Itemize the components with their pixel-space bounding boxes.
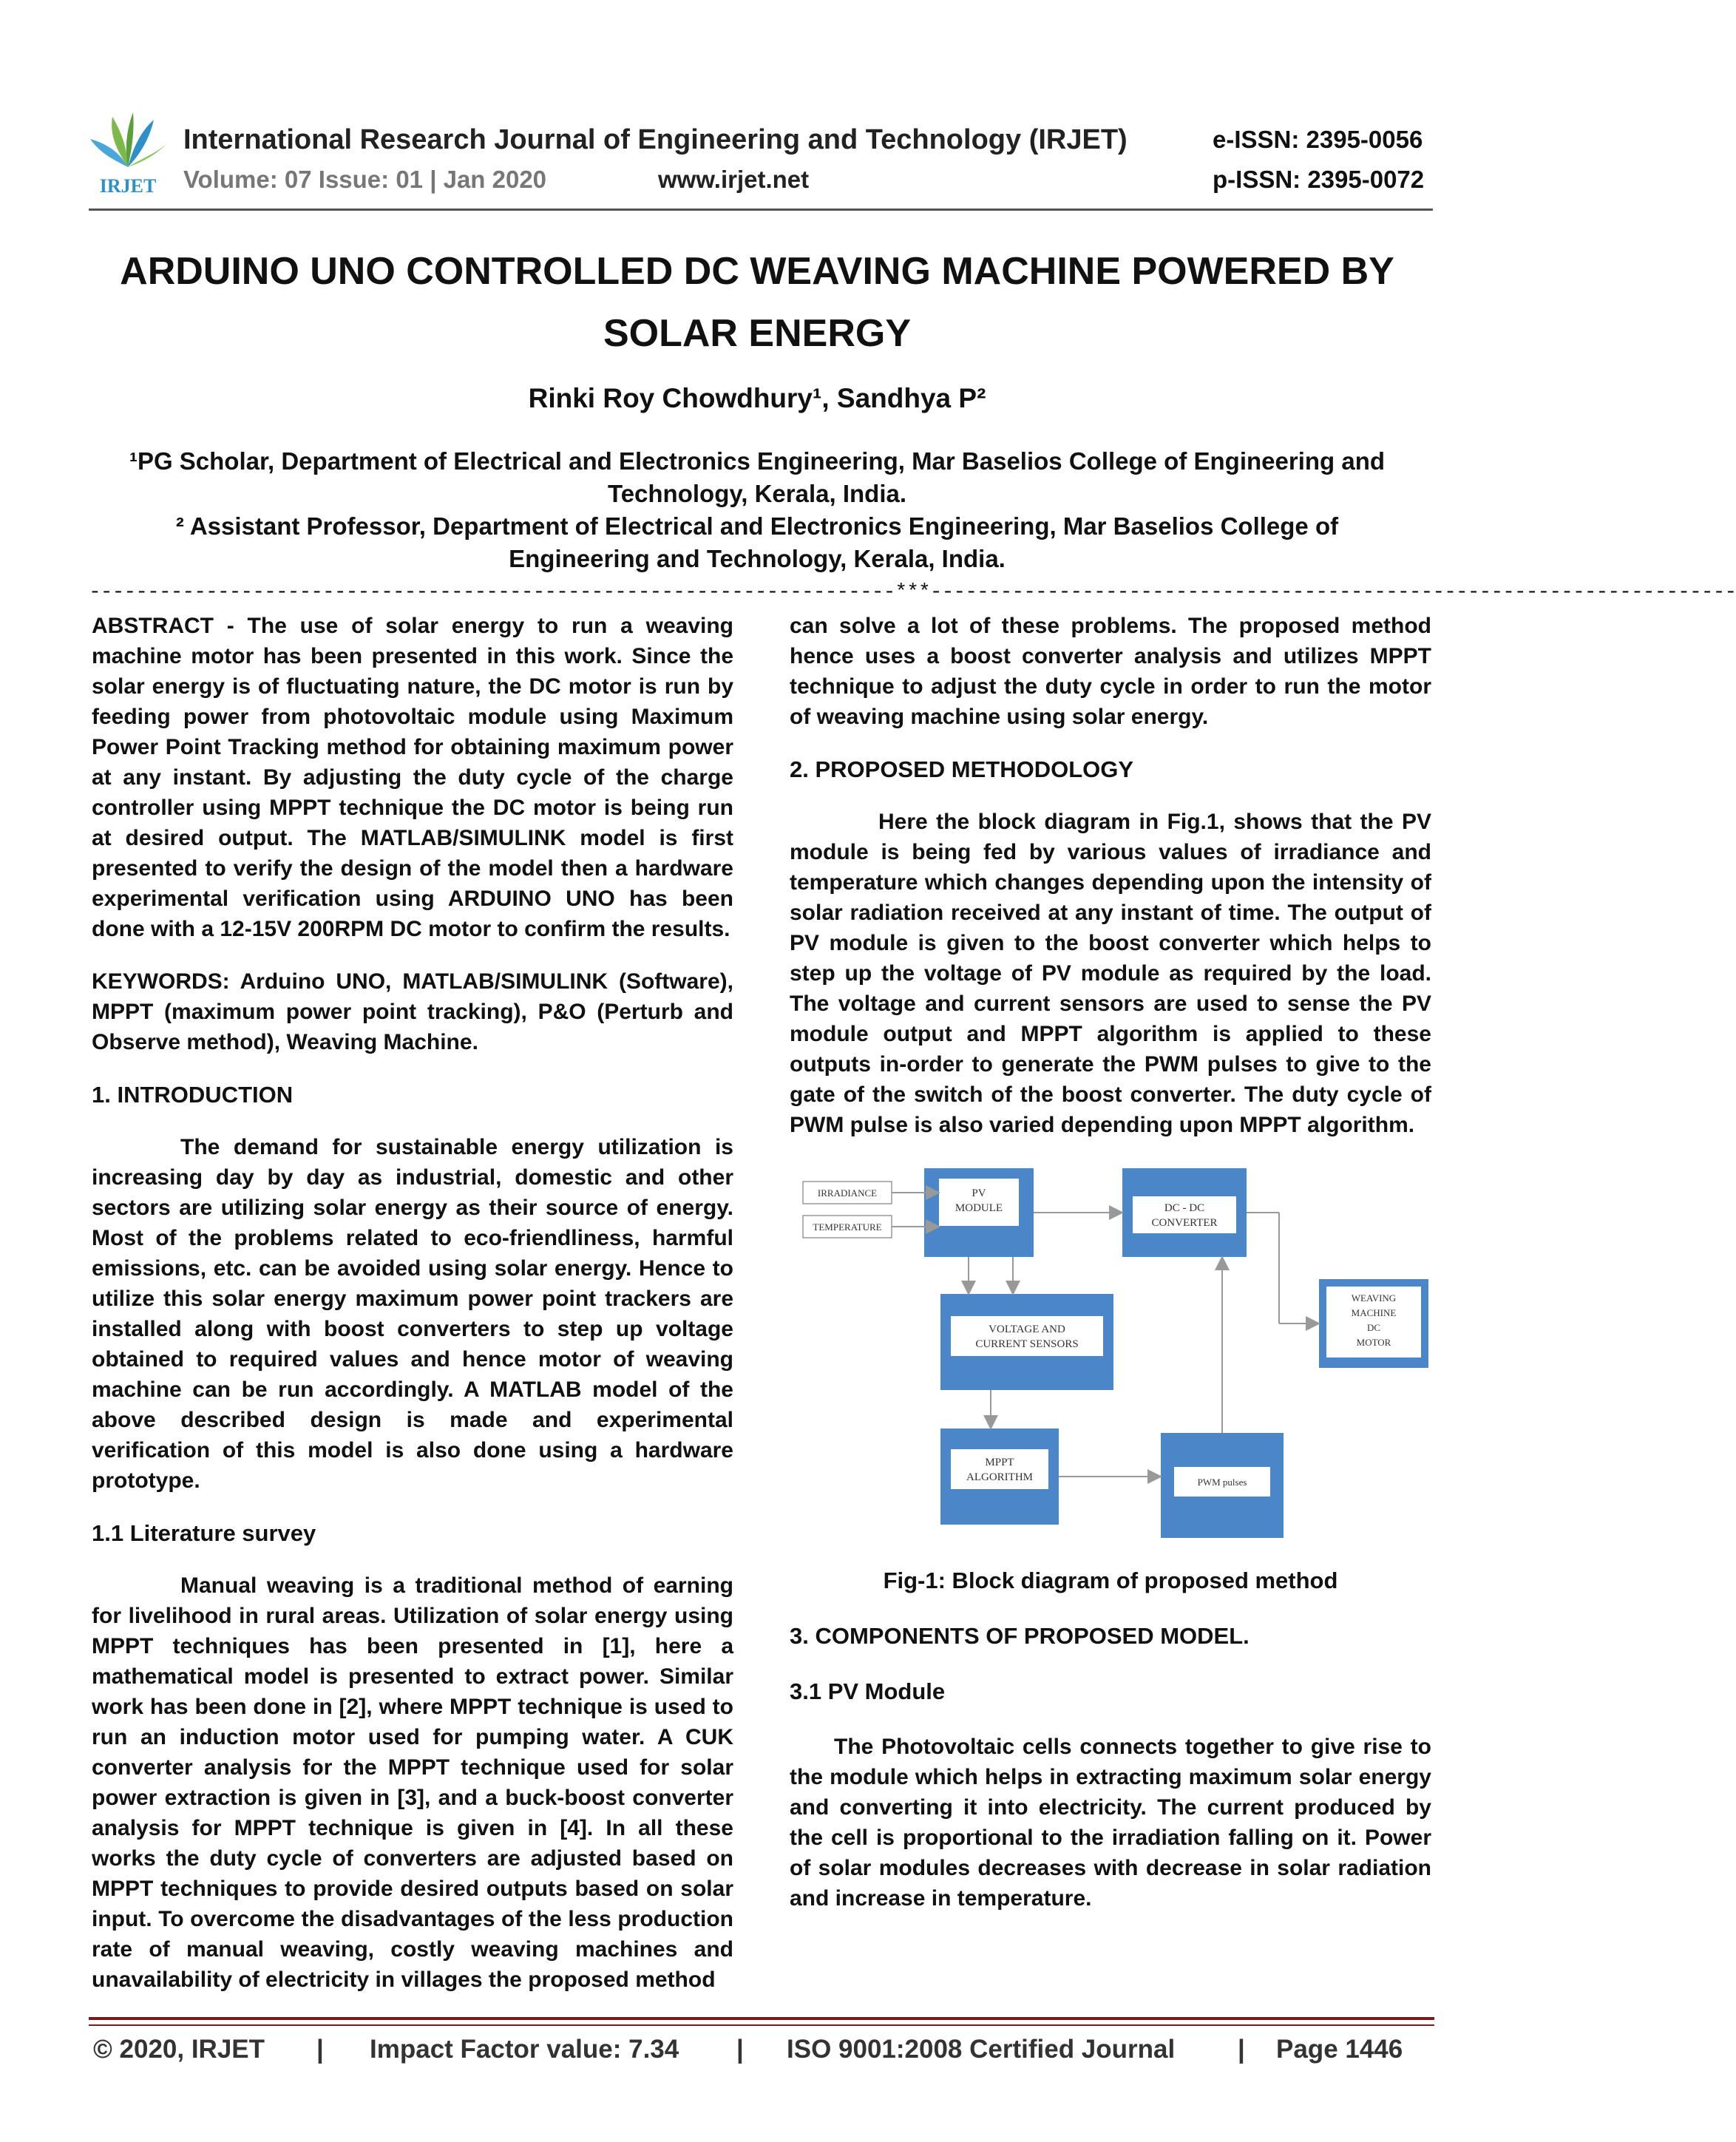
footer-divider-thin (89, 2024, 1434, 2026)
abstract-label: ABSTRACT - (92, 614, 234, 638)
right-column (790, 611, 1431, 1140)
leaf-logo-icon (90, 112, 167, 167)
methodology-text: Here the block diagram in Fig.1, shows that the PV module is being fed by various values of irradiance and temperature which changes depending upon the intensity of solar radiation received at any instant of time. The output of PV module is given to the boost converter which helps to step up the voltage of PV module as required by the load. The voltage and current sensors are used to sense the PV module output and MPPT algorithm is applied to these outputs in-order to generate the PWM pulses to give to the gate of the switch of the boost converter. The duty cycle of PWM pulse is also varied depending upon MPPT algorithm. (790, 810, 1431, 1137)
keywords-text: Arduino UNO, MATLAB/SIMULINK (Software), MPPT (maximum power point tracking), P&O (Perturb and Observe method), Weaving Machine. (92, 969, 733, 1054)
pv-module-label-1: PV (972, 1187, 986, 1199)
footer-page-number: Page 1446 (1276, 2035, 1403, 2064)
sensors-label-1: VOLTAGE AND (989, 1324, 1065, 1335)
pv-module-text: The Photovoltaic cells connects together to give rise to the module which helps in extracting maximum solar energy and converting it into electricity. The current produced by the cell is proportional to the irradiation falling on it. Power of solar modules decreases with decrease in solar radiation and increase in temperature. (790, 1735, 1431, 1911)
motor-label-1: WEAVING (1351, 1292, 1397, 1304)
paper-title-line2: SOLAR ENERGY (603, 312, 912, 355)
keywords-label: KEYWORDS: (92, 969, 230, 994)
motor-label-4: MOTOR (1356, 1337, 1391, 1348)
pv-module-label-2: MODULE (955, 1202, 1003, 1214)
intro-text: The demand for sustainable energy utilization is increasing day by day as industrial, domestic and other sectors are utilizing solar energy as their source of energy. Most of the problems related to eco-friendliness, harmful emissions, etc. can be avoided using solar energy. Hence to utilize this solar energy maximum power point trackers are installed along with boost converters to step up voltage obtained to required values and hence motor of weaving machine can be run accordingly. A MATLAB model of the above described design is made and experimental verification of this model is also done using a hardware prototype. (92, 1135, 733, 1493)
intro-heading: 1. INTRODUCTION (92, 1082, 294, 1108)
e-issn: e-ISSN: 2395-0056 (1213, 126, 1423, 153)
footer-separator-2: | (736, 2035, 744, 2064)
keywords (92, 966, 733, 1057)
components-heading: 3. COMPONENTS OF PROPOSED MODEL. (790, 1623, 1250, 1649)
irjet-logo (87, 109, 169, 197)
methodology-heading: 2. PROPOSED METHODOLOGY (790, 756, 1134, 782)
left-column (92, 611, 733, 1995)
paper-title (111, 240, 1403, 365)
abstract-text: The use of solar energy to run a weaving machine motor has been presented in this work. Since the solar energy is of fluctuating nature, the DC motor is run by feeding power from photovoltaic module using Maximum Power Point Tracking method for obtaining maximum power at any instant. By adjusting the duty cycle of the charge controller using MPPT technique the DC motor is being run at desired output. The MATLAB/SIMULINK model is first presented to verify the design of the model then a hardware experimental verification using ARDUINO UNO has been done with a 12-15V 200RPM DC motor to confirm the results. (92, 614, 733, 941)
motor-label-2: MACHINE (1351, 1307, 1397, 1318)
footer-separator-3: | (1238, 2035, 1245, 2064)
block-diagram (799, 1168, 1434, 1538)
pwm-label: PWM pulses (1197, 1477, 1247, 1488)
paper-title-line1: ARDUINO UNO CONTROLLED DC WEAVING MACHINE POWERED BY (120, 250, 1394, 293)
abstract (92, 611, 733, 944)
lit-survey-heading: 1.1 Literature survey (92, 1520, 316, 1546)
footer-impact-factor: Impact Factor value: 7.34 (370, 2035, 679, 2064)
lit-survey-text: Manual weaving is a traditional method of earning for livelihood in rural areas. Utilization of solar energy using MPPT techniques has been presented in [1], here a mathematical model is presented to extract power. Similar work has been done in [2], where MPPT technique is used to run an induction motor used for pumping water. A CUK converter analysis for the MPPT technique used for solar power extraction is given in [3], and a buck-boost converter analysis for MPPT technique is given in [4]. In all these works the duty cycle of converters are adjusted based on MPPT techniques to provide desired outputs based on solar input. To overcome the disadvantages of the less production rate of manual weaving, costly weaving machines and unavailability of electricity in villages the proposed method (92, 1573, 733, 1992)
volume-issue: Volume: 07 Issue: 01 | Jan 2020 (183, 166, 547, 193)
right-column-lower (790, 1621, 1431, 1914)
figure-caption-text: Block diagram of proposed method (945, 1567, 1338, 1593)
mppt-label-1: MPPT (985, 1457, 1014, 1468)
motor-label-3: DC (1366, 1322, 1381, 1333)
affiliation-1: ¹PG Scholar, Department of Electrical and Electronics Engineering, Mar Baselios College of Engineering and Technology, Kerala, India. (129, 447, 1386, 507)
dcdc-label-2: CONVERTER (1151, 1217, 1218, 1229)
figure-caption (790, 1567, 1431, 1594)
dcdc-label-1: DC - DC (1164, 1202, 1205, 1214)
header-divider (89, 209, 1433, 211)
journal-title: International Research Journal of Engineering and Technology (IRJET) (183, 124, 1128, 155)
footer-copyright: © 2020, IRJET (93, 2035, 265, 2064)
sensors-label-2: CURRENT SENSORS (975, 1338, 1079, 1350)
footer-separator-1: | (316, 2035, 324, 2064)
logo-text: IRJET (99, 175, 157, 197)
p-issn: p-ISSN: 2395-0072 (1213, 166, 1425, 193)
pv-module-heading: 3.1 PV Module (790, 1678, 946, 1704)
temperature-label: TEMPERATURE (813, 1221, 882, 1233)
mppt-label-2: ALGORITHM (966, 1471, 1033, 1483)
affiliation-2: ² Assistant Professor, Department of Electrical and Electronics Engineering, Mar Baselios College of Engineering and Technology, Kerala, India. (175, 512, 1339, 572)
irradiance-label: IRRADIANCE (817, 1187, 878, 1199)
section-separator: ---------------------------------------------------------------------***--------------------------------------------------------------------- (89, 581, 1736, 604)
authors: Rinki Roy Chowdhury¹, Sandhya P² (528, 383, 986, 413)
footer-iso: ISO 9001:2008 Certified Journal (787, 2035, 1176, 2064)
footer-divider-thick (89, 2017, 1434, 2020)
journal-website[interactable]: www.irjet.net (658, 166, 810, 193)
figure-label: Fig-1: (883, 1567, 946, 1593)
continued-text: can solve a lot of these problems. The proposed method hence uses a boost converter analysis and utilizes MPPT technique to adjust the duty cycle in order to run the motor of weaving machine using solar energy. (790, 614, 1431, 729)
